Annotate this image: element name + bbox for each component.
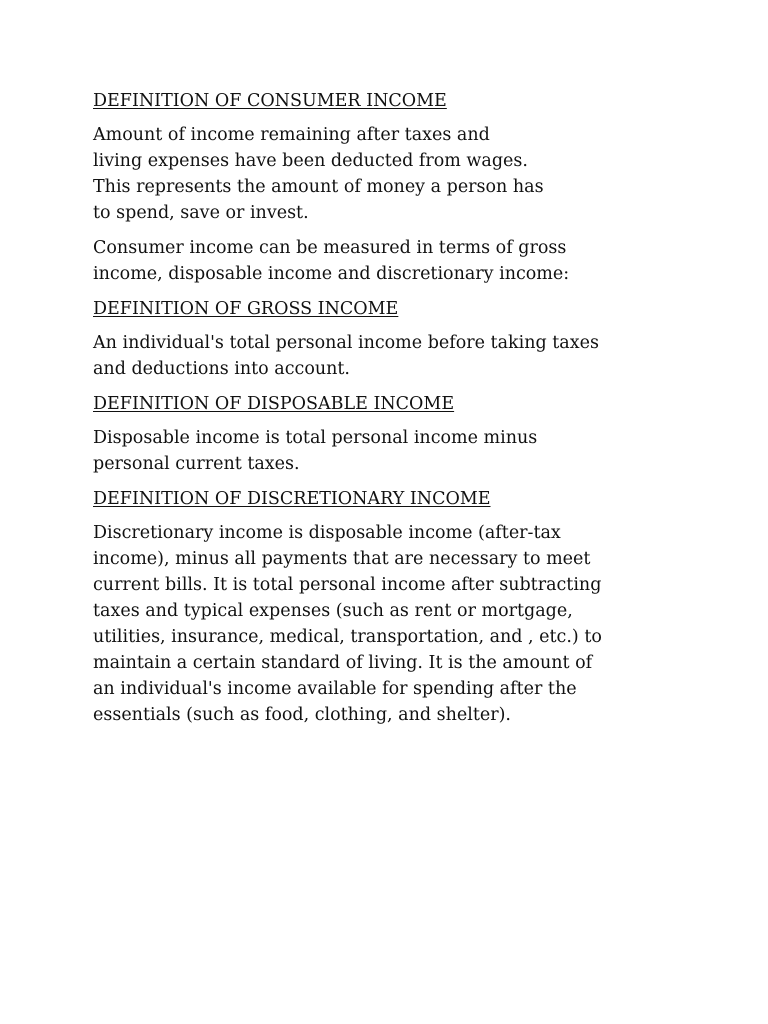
text-line: living expenses have been deducted from wages.	[93, 151, 528, 171]
heading-consumer-income: DEFINITION OF CONSUMER INCOME	[93, 91, 447, 111]
text-line: personal current taxes.	[93, 454, 300, 474]
text-line: Discretionary income is disposable income (after-tax	[93, 523, 561, 543]
paragraph-consumer-income-measures	[93, 235, 733, 287]
text-line: taxes and typical expenses (such as rent or mortgage,	[93, 601, 573, 621]
text-line: Amount of income remaining after taxes and	[93, 125, 490, 145]
text-line: An individual's total personal income before taking taxes	[93, 333, 599, 353]
text-line: utilities, insurance, medical, transportation, and , etc.) to	[93, 627, 602, 647]
text-line: maintain a certain standard of living. It is the amount of	[93, 653, 593, 673]
text-line: Disposable income is total personal income minus	[93, 428, 538, 448]
text-line: essentials (such as food, clothing, and shelter).	[93, 705, 511, 725]
paragraph-disposable-income	[93, 425, 733, 477]
text-line: income), minus all payments that are necessary to meet	[93, 549, 591, 569]
text-line: an individual's income available for spending after the	[93, 679, 577, 699]
heading-discretionary-income: DEFINITION OF DISCRETIONARY INCOME	[93, 489, 491, 509]
paragraph-gross-income	[93, 330, 733, 382]
paragraph-consumer-income-definition	[93, 122, 733, 226]
heading-disposable-income: DEFINITION OF DISPOSABLE INCOME	[93, 394, 455, 414]
text-line: This represents the amount of money a person has	[93, 177, 544, 197]
document-page	[93, 88, 733, 737]
heading-gross-income: DEFINITION OF GROSS INCOME	[93, 299, 399, 319]
text-line: Consumer income can be measured in terms of gross	[93, 238, 567, 258]
paragraph-discretionary-income	[93, 520, 733, 728]
text-line: and deductions into account.	[93, 359, 350, 379]
text-line: income, disposable income and discretionary income:	[93, 264, 570, 284]
text-line: current bills. It is total personal income after subtracting	[93, 575, 602, 595]
text-line: to spend, save or invest.	[93, 203, 309, 223]
